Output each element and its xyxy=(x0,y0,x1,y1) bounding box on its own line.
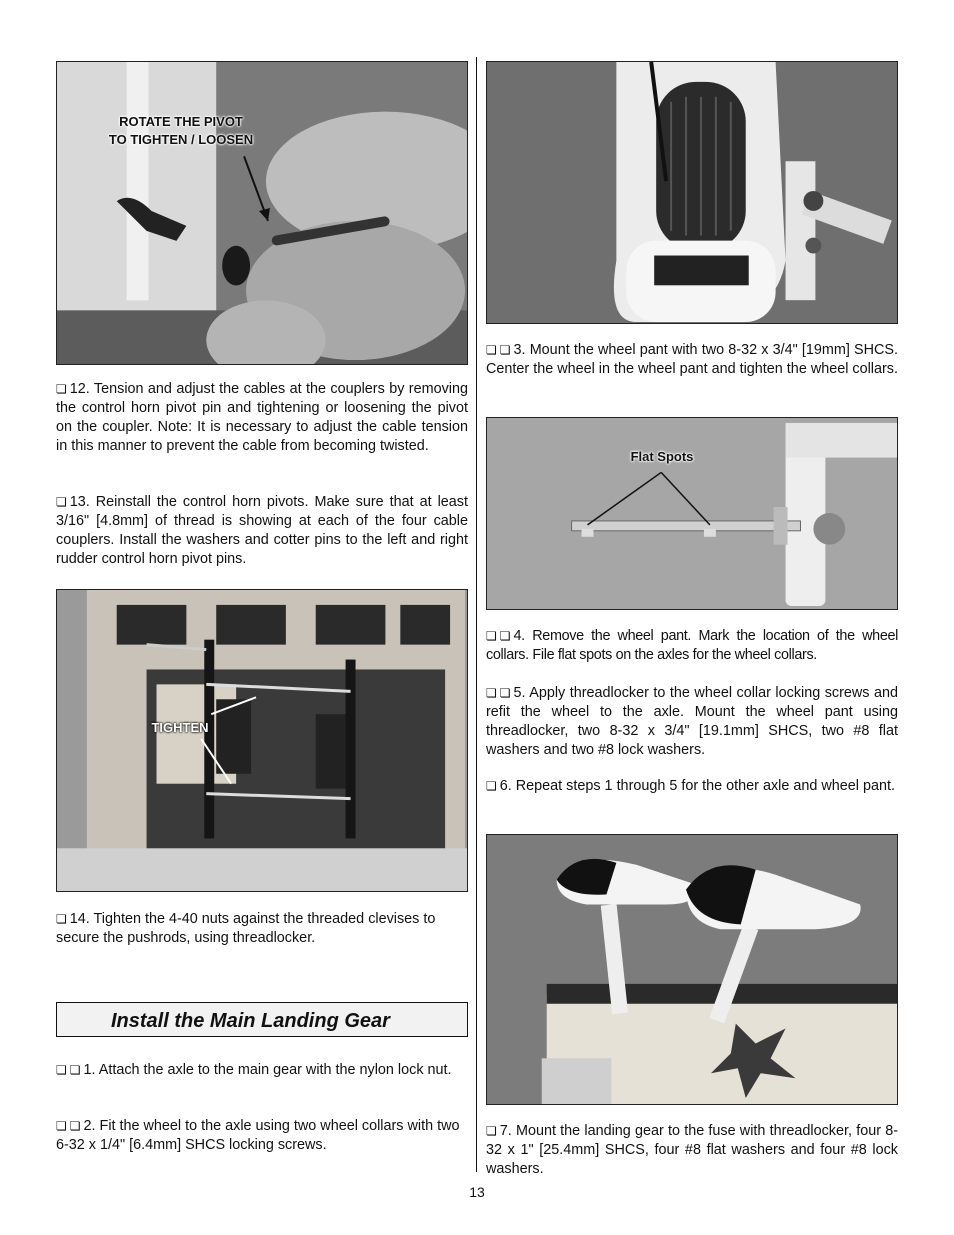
step-gear-2-text: 2. Fit the wheel to the axle using two wheel collars with two 6-32 x 1/4" [6.4mm] SHCS locking screws. xyxy=(56,1118,460,1153)
pivot-callout xyxy=(70,113,292,149)
step-gear-6-text: 6. Repeat steps 1 through 5 for the other axle and wheel pant. xyxy=(499,778,895,794)
axle-photo-art xyxy=(487,418,897,609)
checkbox-icon[interactable]: ❏ xyxy=(499,343,511,357)
page-number: 13 xyxy=(469,1184,485,1200)
checkbox-icon[interactable]: ❏ xyxy=(56,1063,67,1077)
axle-photo xyxy=(486,417,898,610)
pivot-photo-art xyxy=(57,62,467,364)
landing-gear-photo-art xyxy=(487,835,897,1104)
step-13-text: 13. Reinstall the control horn pivots. Make sure that at least 3/16" [4.8mm] of thread is showing at each of the four cable couplers. Install the washers and cotter pins to the left and right rudder control horn pivot pins. xyxy=(56,494,468,567)
pivot-callout-line2: TO TIGHTEN / LOOSEN xyxy=(108,132,254,147)
checkbox-icon[interactable]: ❏ xyxy=(69,1063,81,1077)
step-gear-1 xyxy=(56,1061,468,1080)
checkbox-icon[interactable]: ❏ xyxy=(486,779,497,793)
pushrods-photo xyxy=(56,589,468,892)
wheel-pant-photo-art xyxy=(487,62,897,323)
pivot-callout-line1: ROTATE THE PIVOT xyxy=(119,114,243,129)
checkbox-icon[interactable]: ❏ xyxy=(56,382,67,396)
step-gear-3 xyxy=(486,341,898,379)
step-gear-5-text: 5. Apply threadlocker to the wheel collar locking screws and refit the wheel to the axle. Mount the wheel pant using threadlocker, two 8-32 x 3/4" [19.1mm] SHCS, two #8 flat washers and two #8 lock washers. xyxy=(486,685,898,758)
pivot-photo xyxy=(56,61,468,365)
checkbox-icon[interactable]: ❏ xyxy=(486,1124,497,1138)
checkbox-icon[interactable]: ❏ xyxy=(486,629,497,643)
checkbox-icon[interactable]: ❏ xyxy=(499,629,511,643)
landing-gear-photo xyxy=(486,834,898,1105)
step-gear-4 xyxy=(486,627,898,665)
step-12 xyxy=(56,380,468,456)
checkbox-icon[interactable]: ❏ xyxy=(69,1119,81,1133)
step-gear-7-text: 7. Mount the landing gear to the fuse with threadlocker, four 8-32 x 1" [25.4mm] SHCS, four #8 flat washers and four #8 lock washers. xyxy=(486,1123,898,1177)
pushrods-callout: TIGHTEN xyxy=(151,720,209,735)
step-14-text: 14. Tighten the 4-40 nuts against the threaded clevises to secure the pushrods, using threadlocker. xyxy=(56,911,436,946)
section-header xyxy=(56,1002,468,1037)
checkbox-icon[interactable]: ❏ xyxy=(486,686,497,700)
pushrods-photo-art xyxy=(57,590,467,891)
step-gear-7 xyxy=(486,1122,898,1179)
step-gear-4-text: 4. Remove the wheel pant. Mark the location of the wheel collars. File flat spots on the axles for the wheel collars. xyxy=(486,628,898,663)
column-divider xyxy=(476,57,477,1172)
wheel-pant-photo xyxy=(486,61,898,324)
axle-callout: Flat Spots xyxy=(630,449,694,464)
section-title: Install the Main Landing Gear xyxy=(111,1010,390,1032)
checkbox-icon[interactable]: ❏ xyxy=(499,686,511,700)
checkbox-icon[interactable]: ❏ xyxy=(486,343,497,357)
step-12-text: 12. Tension and adjust the cables at the couplers by removing the control horn pivot pin and tightening or loosening the pivot on the coupler. Note: It is necessary to adjust the cable tension in this manner to prevent the cable from becoming twisted. xyxy=(56,381,468,454)
step-gear-5 xyxy=(486,684,898,760)
step-gear-2 xyxy=(56,1117,468,1155)
checkbox-icon[interactable]: ❏ xyxy=(56,912,67,926)
step-13 xyxy=(56,493,468,569)
step-gear-6 xyxy=(486,777,898,796)
step-gear-1-text: 1. Attach the axle to the main gear with the nylon lock nut. xyxy=(83,1062,452,1078)
checkbox-icon[interactable]: ❏ xyxy=(56,495,67,509)
checkbox-icon[interactable]: ❏ xyxy=(56,1119,67,1133)
step-14 xyxy=(56,910,468,948)
step-gear-3-text: 3. Mount the wheel pant with two 8-32 x 3/4" [19mm] SHCS. Center the wheel in the wheel pant and tighten the wheel collars. xyxy=(486,342,898,377)
